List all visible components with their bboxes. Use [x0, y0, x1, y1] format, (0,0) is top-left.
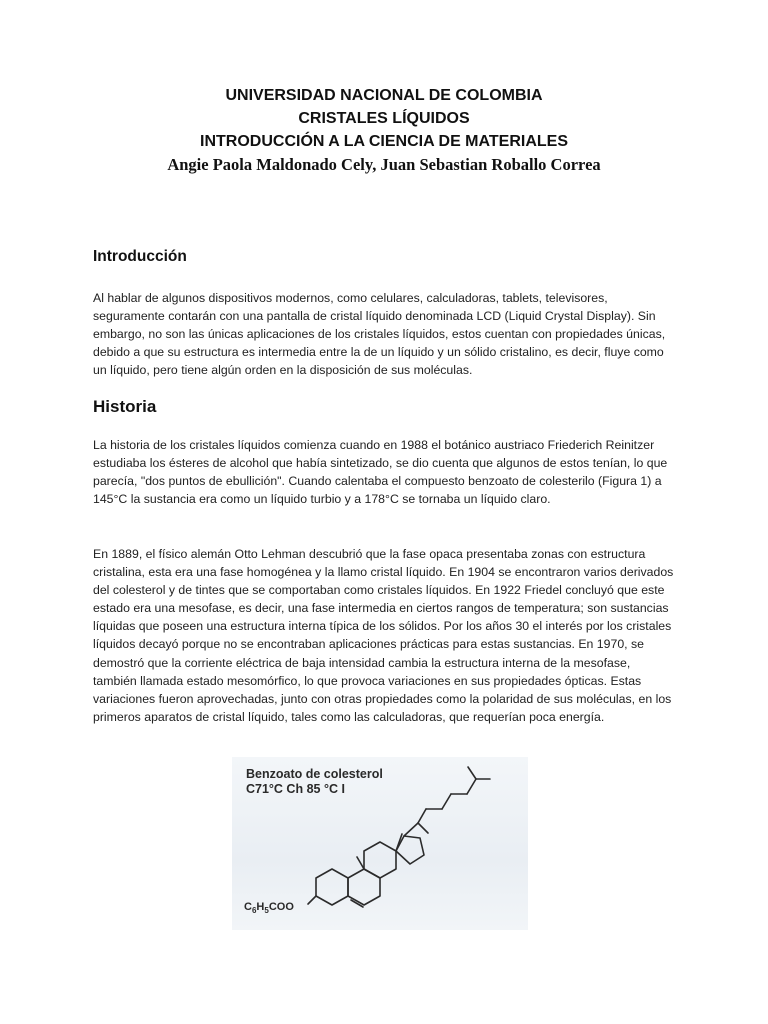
- group-atom-h: H: [256, 901, 265, 913]
- group-sub-6: 6: [251, 906, 257, 916]
- group-sub-5: 5: [264, 906, 269, 916]
- intro-paragraph: Al hablar de algunos dispositivos modernos, como celulares, calculadoras, tablets, televisores, seguramente contarán con una pantalla de cristal líquido denominada LCD (Liquid Crystal Display). Sin embargo, no son las únicas aplicaciones de los cristales líquidos, estos cuentan con propiedades únicas, debido a que su estructura es intermedia entre la de un líquido y un sólido cristalino, es decir, fluye como un líquido, pero tiene algún orden en la disposición de sus moléculas.: [93, 291, 666, 378]
- ring-a: [316, 869, 348, 905]
- history-heading: Historia: [93, 397, 157, 416]
- figure-phase-transitions: C71°C Ch 85 °C I: [246, 782, 345, 796]
- ring-c: [364, 842, 396, 878]
- university-name: UNIVERSIDAD NACIONAL DE COLOMBIA: [225, 87, 543, 104]
- group-atom-c: C: [244, 901, 252, 913]
- group-coo: COO: [268, 901, 294, 913]
- document-header: [0, 84, 768, 177]
- figure-title: Benzoato de colesterol: [246, 767, 383, 781]
- figure-cholesteryl-benzoate: [232, 757, 528, 930]
- authors-line: Angie Paola Maldonado Cely, Juan Sebastian Roballo Correa: [167, 155, 601, 174]
- history-paragraph-2: En 1889, el físico alemán Otto Lehman descubrió que la fase opaca presentaba zonas con estructura cristalina, esta era una fase homogénea y la llamo cristal líquido. En 1904 se encontraron varios derivados del colesterol y de tintes que se comportaban como cristales líquidos. En 1922 Friedel concluyó que este estado era una mesofase, es decir, una fase intermedia en ciertos rangos de temperatura; son sustancias líquidas que poseen una estructura interna típica de los sólidos. Por los años 30 el interés por los cristales líquidos decayó porque no se encontraban aplicaciones prácticas para estas sustancias. En 1970, se demostró que la corriente eléctrica de baja intensidad cambia la estructura interna de la mesofase, también llamada estado mesomórfico, lo que provoca variaciones en sus propiedades ópticas. Estas variaciones fueron aprovechadas, junto con otras propiedades como la polaridad de sus moléculas, en los primeros aparatos de cristal líquido, tales como las calculadoras, que requerían poca energía.: [93, 547, 674, 724]
- course-name: INTRODUCCIÓN A LA CIENCIA DE MATERIALES: [200, 133, 568, 150]
- history-paragraph-1: La historia de los cristales líquidos comienza cuando en 1988 el botánico austriaco Friederich Reinitzer estudiaba los ésteres de alcohol que había sintetizado, se dio cuenta que algunos de estos tenían, lo que parecía, "dos puntos de ebullición". Cuando calentaba el compuesto benzoato de colesterilo (Figura 1) a 145°C la sustancia era como un líquido turbio y a 178°C se tornaba un líquido claro.: [93, 438, 668, 507]
- benzoate-group-label: [244, 900, 294, 918]
- document-title: CRISTALES LÍQUIDOS: [298, 110, 470, 127]
- intro-heading: Introducción: [93, 248, 187, 265]
